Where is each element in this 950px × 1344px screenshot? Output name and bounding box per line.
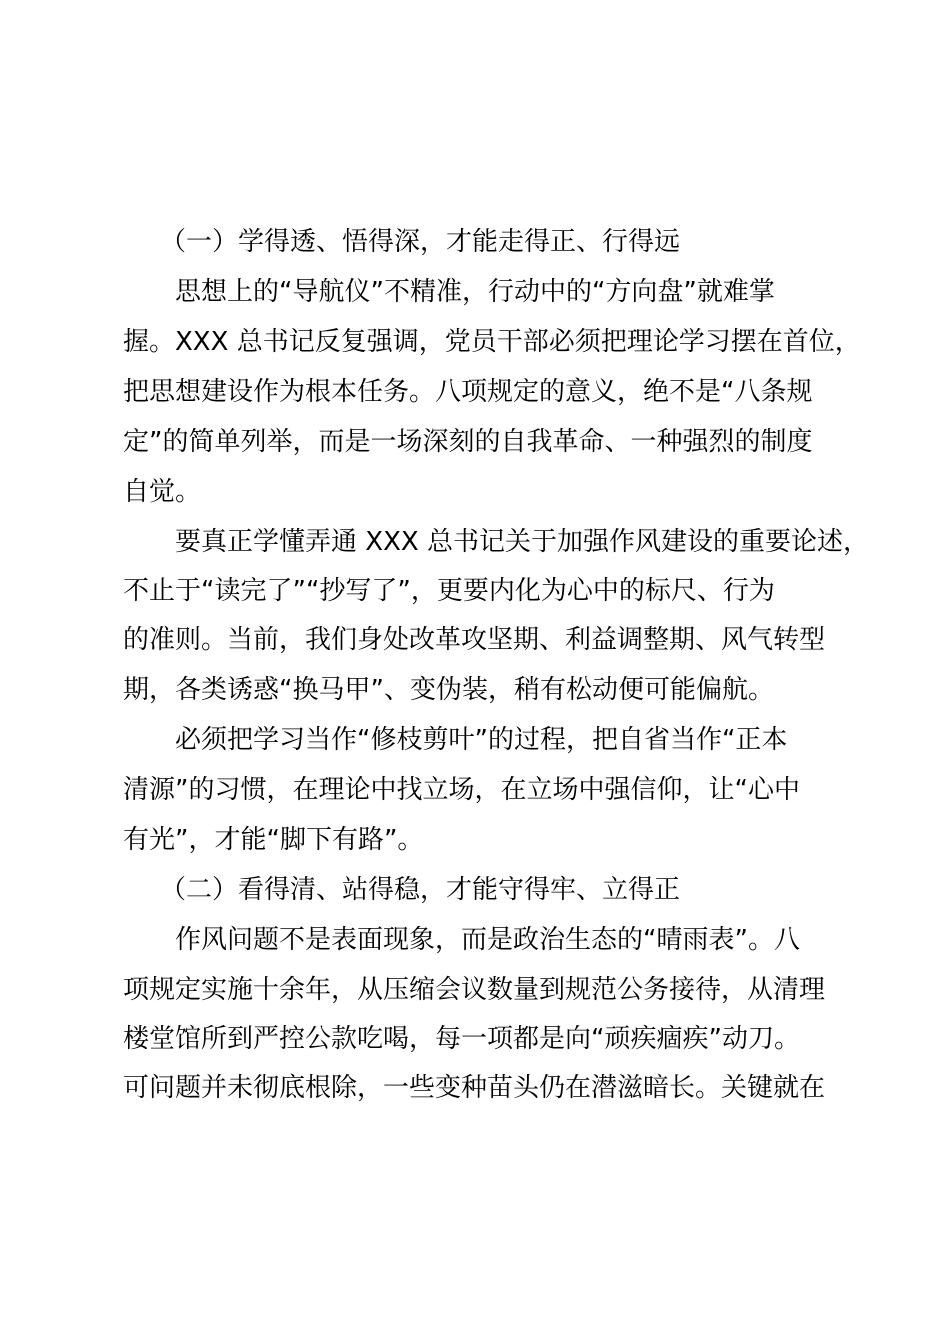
paragraph-3-line-2: 清源”的习惯，在理论中找立场，在立场中强信仰，让“心中: [123, 775, 800, 805]
paragraph-4-line-1: 作风问题不是表面现象，而是政治生态的“晴雨表”。八: [175, 925, 800, 955]
paragraph-1-line-2: 握。XXX 总书记反复强调，党员干部必须把理论学习摆在首位，: [123, 327, 861, 357]
paragraph-1-line-3: 把思想建设作为根本任务。八项规定的意义，绝不是“八条规: [123, 377, 813, 407]
paragraph-1-line-5: 自觉。: [123, 477, 202, 507]
paragraph-4-line-4: 可问题并未彻底根除，一些变种苗头仍在潜滋暗长。关键就在: [123, 1073, 826, 1103]
paragraph-2-line-2: 不止于“读完了”“抄写了”，更要内化为心中的标尺、行为: [123, 576, 775, 606]
paragraph-1-line-4: 定”的简单列举，而是一场深刻的自我革命、一种强烈的制度: [123, 427, 813, 457]
paragraph-2-line-3: 的准则。当前，我们身处改革攻坚期、利益调整期、风气转型: [123, 625, 826, 655]
paragraph-2-line-1: 要真正学懂弄通 XXX 总书记关于加强作风建设的重要论述，: [175, 527, 869, 557]
paragraph-4-line-3: 楼堂馆所到严控公款吃喝，每一项都是向“顽疾痼疾”动刀。: [123, 1024, 800, 1054]
paragraph-3-line-1: 必须把学习当作“修枝剪叶”的过程，把自省当作“正本: [175, 725, 788, 755]
section-heading-1: （一）学得透、悟得深，才能走得正、行得远: [160, 227, 681, 257]
paragraph-1-line-1: 思想上的“导航仪”不精准，行动中的“方向盘”就难掌: [175, 277, 775, 307]
paragraph-3-line-3: 有光”，才能“脚下有路”。: [123, 825, 424, 855]
paragraph-2-line-4: 期，各类诱惑“换马甲”、变伪装，稍有松动便可能偏航。: [123, 675, 774, 705]
section-heading-2: （二）看得清、站得稳，才能守得牢、立得正: [160, 875, 681, 905]
paragraph-4-line-2: 项规定实施十余年，从压缩会议数量到规范公务接待，从清理: [123, 975, 826, 1005]
